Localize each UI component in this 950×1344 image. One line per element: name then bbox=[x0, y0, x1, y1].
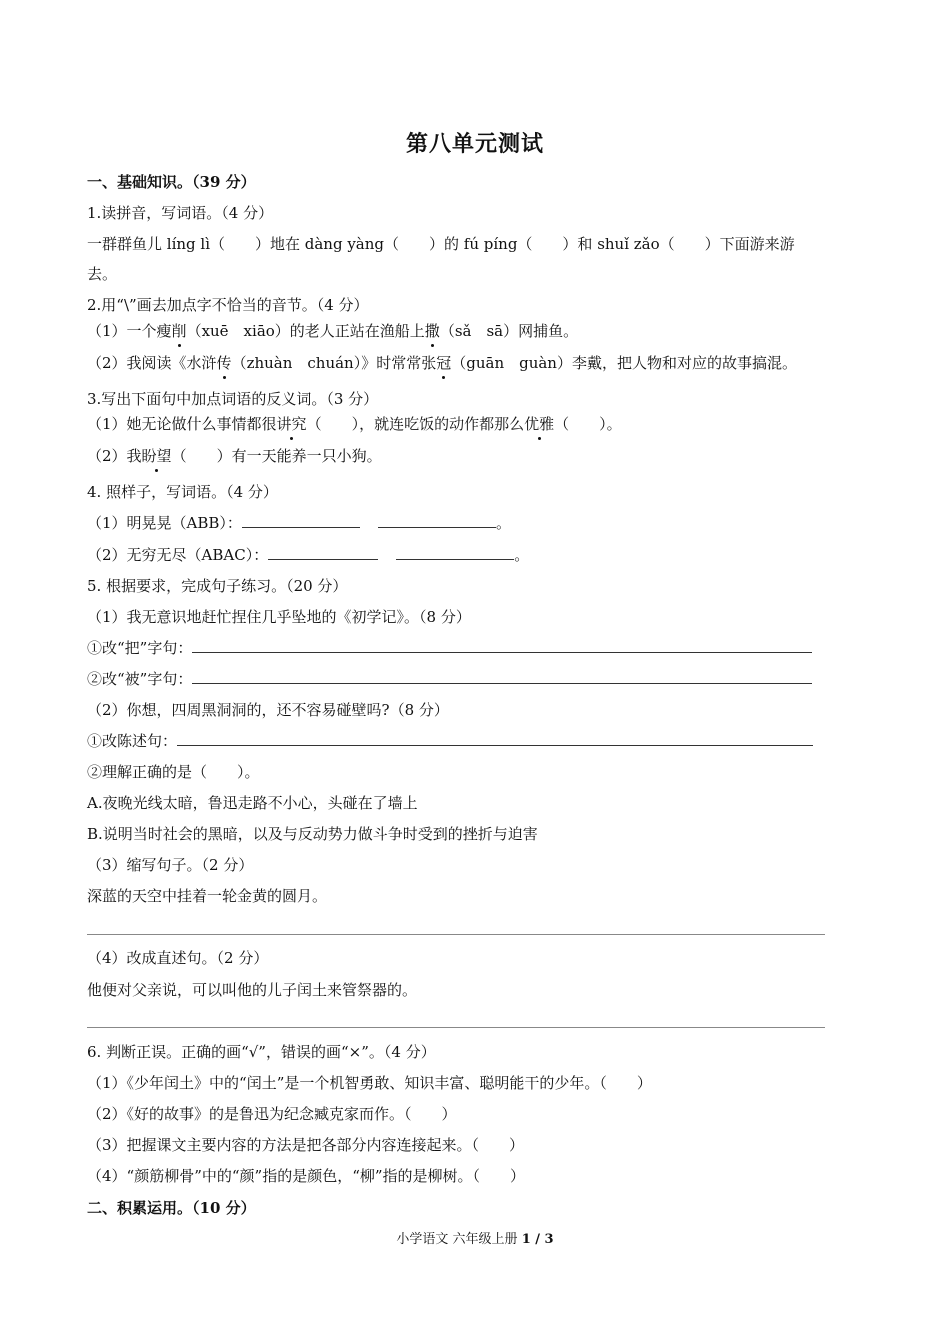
q5-sentence-3: （3）缩写句子。（2 分） bbox=[87, 856, 254, 874]
q2-item-1-pre: （1）一个瘦 bbox=[87, 322, 172, 340]
q5-option-b: B.说明当时社会的黑暗，以及与反动势力做斗争时受到的挫折与迫害 bbox=[87, 825, 538, 843]
q5-sentence-2: （2）你想，四周黑洞洞的，还不容易碰壁吗?（8 分） bbox=[87, 701, 449, 719]
q5-sentence-2a bbox=[87, 731, 813, 751]
q3-heading: 3.写出下面句中加点词语的反义词。（3 分） bbox=[87, 390, 379, 408]
answer-blank[interactable] bbox=[378, 515, 496, 528]
q2-item-1-mid: （xuē xiāo）的老人正站在渔船上 bbox=[186, 322, 425, 340]
page-number: 1 / 3 bbox=[521, 1232, 554, 1247]
q5-sentence-4-text: 他便对父亲说，可以叫他的儿子闰土来管祭器的。 bbox=[87, 981, 418, 999]
answer-line[interactable] bbox=[87, 1027, 825, 1028]
q4-heading: 4. 照样子，写词语。（4 分） bbox=[87, 483, 278, 501]
q6-heading: 6. 判断正误。正确的画“√”，错误的画“×”。（4 分） bbox=[87, 1043, 436, 1061]
answer-line[interactable] bbox=[87, 934, 825, 935]
q4-item-1-end: 。 bbox=[495, 514, 511, 532]
q3-item-2-dotted-1: 盼望 bbox=[141, 447, 172, 465]
page-title: 第八单元测试 bbox=[405, 131, 544, 157]
q1-line-2: 去。 bbox=[87, 265, 118, 283]
q5-option-a: A.夜晚光线太暗，鲁迅走路不小心，头碰在了墙上 bbox=[87, 794, 418, 812]
answer-line[interactable] bbox=[192, 671, 812, 684]
page-footer bbox=[0, 1228, 950, 1247]
q5-heading: 5. 根据要求，完成句子练习。（20 分） bbox=[87, 577, 348, 595]
answer-line[interactable] bbox=[177, 733, 813, 746]
answer-line[interactable] bbox=[192, 640, 812, 653]
q4-item-1-label: （1）明晃晃（ABB）： bbox=[87, 514, 242, 532]
q5-sentence-1b bbox=[87, 669, 812, 689]
q1-heading: 1.读拼音，写词语。（4 分） bbox=[87, 204, 274, 222]
q5-sentence-3-text: 深蓝的天空中挂着一轮金黄的圆月。 bbox=[87, 887, 328, 905]
q3-item-1 bbox=[87, 414, 622, 434]
q6-item-2: （2）《好的故事》的是鲁迅为纪念臧克家而作。（ ） bbox=[87, 1105, 457, 1123]
q4-item-1 bbox=[87, 513, 511, 533]
q4-item-2 bbox=[87, 545, 529, 565]
q5-sentence-2a-label: ①改陈述句： bbox=[87, 732, 178, 750]
q2-item-2-mid: （zhuàn chuán）》时常常张 bbox=[231, 354, 437, 372]
q3-item-1-mid: （ ），就连吃饭的动作都那么 bbox=[306, 415, 525, 433]
q3-item-2-pre: （2）我 bbox=[87, 447, 142, 465]
q5-sentence-1a bbox=[87, 638, 812, 658]
q4-item-2-end: 。 bbox=[514, 546, 530, 564]
q1-line-1: 一群群鱼儿 líng lì（ ）地在 dàng yàng（ ）的 fú píng（ ）和 shuǐ zǎo（ ）下面游来游 bbox=[87, 235, 795, 253]
section-heading-2: 二、积累运用。（10 分） bbox=[87, 1199, 256, 1217]
q6-item-3: （3）把握课文主要内容的方法是把各部分内容连接起来。（ ） bbox=[87, 1136, 525, 1154]
q5-sentence-1: （1）我无意识地赶忙捏住几乎坠地的《初学记》。（8 分） bbox=[87, 608, 471, 626]
q2-item-1-dotted-2: 撒 bbox=[424, 322, 440, 340]
q2-item-2 bbox=[87, 353, 797, 373]
q2-item-2-post: （guān guàn）李戴，把人物和对应的故事搞混。 bbox=[451, 354, 797, 372]
q3-item-2-post: （ ）有一天能养一只小狗。 bbox=[171, 447, 382, 465]
q2-heading: 2.用“\”画去加点字不恰当的音节。（4 分） bbox=[87, 296, 369, 314]
q2-item-2-pre: （2）我阅读《水浒 bbox=[87, 354, 217, 372]
q4-item-2-label: （2）无穷无尽（ABAC）： bbox=[87, 546, 269, 564]
q3-item-1-pre: （1）她无论做什么事情都很 bbox=[87, 415, 277, 433]
q6-item-4: （4）“颜筋柳骨”中的“颜”指的是颜色，“柳”指的是柳树。（ ） bbox=[87, 1167, 526, 1185]
q2-item-1-dotted-1: 削 bbox=[171, 322, 187, 340]
q3-item-1-dotted-1: 讲究 bbox=[276, 415, 307, 433]
q2-item-1 bbox=[87, 321, 578, 341]
q2-item-2-dotted-1: 传 bbox=[216, 354, 232, 372]
answer-blank[interactable] bbox=[242, 515, 360, 528]
q3-item-2 bbox=[87, 446, 382, 466]
q3-item-1-post: （ ）。 bbox=[554, 415, 622, 433]
q5-sentence-1b-label: ②改“被”字句： bbox=[87, 670, 193, 688]
q2-item-2-dotted-2: 冠 bbox=[436, 354, 452, 372]
q3-item-1-dotted-2: 优雅 bbox=[524, 415, 555, 433]
section-heading-1: 一、基础知识。（39 分） bbox=[87, 173, 256, 191]
q5-sentence-4: （4）改成直述句。（2 分） bbox=[87, 949, 269, 967]
q5-sentence-1a-label: ①改“把”字句： bbox=[87, 639, 193, 657]
answer-blank[interactable] bbox=[396, 547, 514, 560]
footer-text: 小学语文 六年级上册 bbox=[396, 1232, 522, 1247]
q6-item-1: （1）《少年闰土》中的“闰土”是一个机智勇敢、知识丰富、聪明能干的少年。（ ） bbox=[87, 1074, 652, 1092]
answer-blank[interactable] bbox=[268, 547, 378, 560]
q2-item-1-post: （sǎ sā）网捕鱼。 bbox=[439, 322, 579, 340]
q5-sentence-2b: ②理解正确的是（ ）。 bbox=[87, 763, 260, 781]
